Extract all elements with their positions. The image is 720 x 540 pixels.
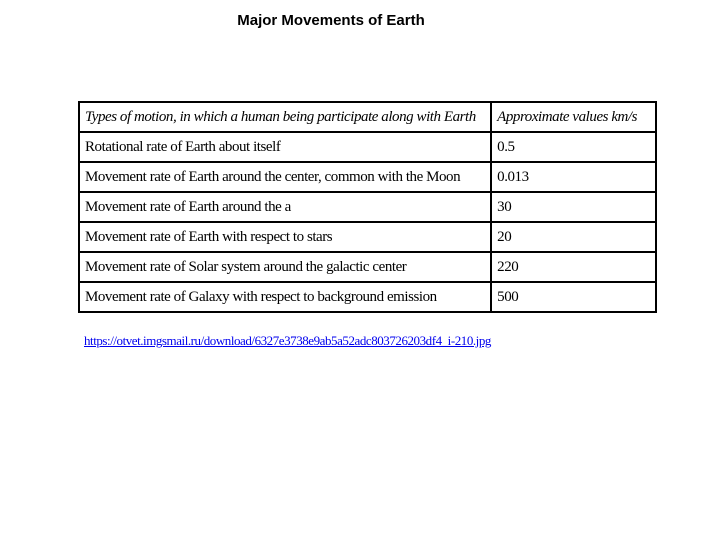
value-cell: 20 <box>491 222 656 252</box>
motion-cell: Movement rate of Earth with respect to stars <box>79 222 491 252</box>
value-cell: 0.013 <box>491 162 656 192</box>
table-row <box>79 282 656 312</box>
motion-cell: Movement rate of Earth around the a <box>79 192 491 222</box>
table-row <box>79 222 656 252</box>
table-row <box>79 252 656 282</box>
source-link[interactable]: https://otvet.imgsmail.ru/download/6327e3738e9ab5a52adc803726203df4_i-210.jpg <box>84 333 491 348</box>
value-cell: 220 <box>491 252 656 282</box>
table-header-row <box>79 102 656 132</box>
header-motion-type: Types of motion, in which a human being participate along with Earth <box>79 102 491 132</box>
table-row <box>79 132 656 162</box>
value-cell: 0.5 <box>491 132 656 162</box>
page-title: Major Movements of Earth <box>237 12 425 29</box>
value-cell: 500 <box>491 282 656 312</box>
motion-table <box>78 101 657 313</box>
motion-cell: Movement rate of Earth around the center, common with the Moon <box>79 162 491 192</box>
motion-cell: Rotational rate of Earth about itself <box>79 132 491 162</box>
table-row <box>79 162 656 192</box>
table-row <box>79 192 656 222</box>
motion-cell: Movement rate of Galaxy with respect to background emission <box>79 282 491 312</box>
value-cell: 30 <box>491 192 656 222</box>
header-approximate-value: Approximate values km/s <box>491 102 656 132</box>
motion-cell: Movement rate of Solar system around the galactic center <box>79 252 491 282</box>
